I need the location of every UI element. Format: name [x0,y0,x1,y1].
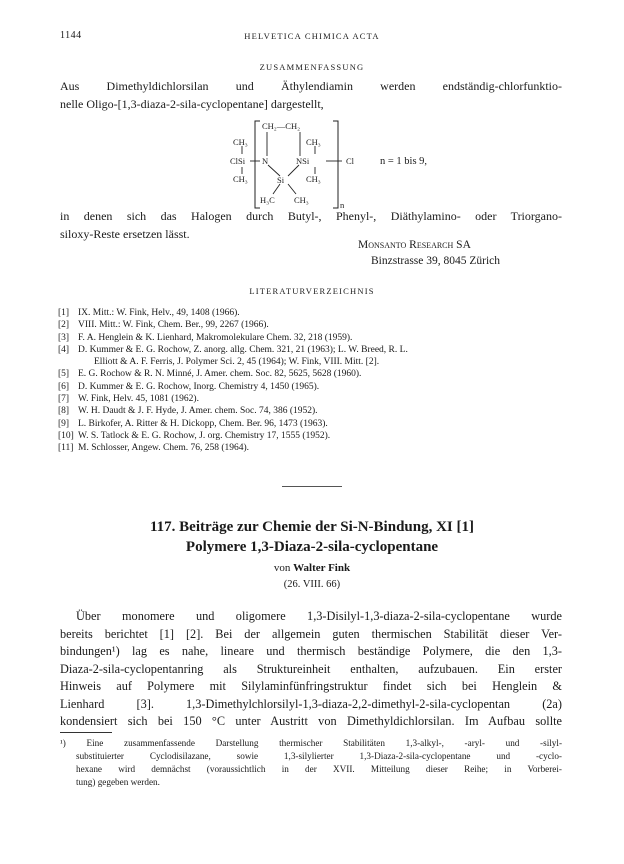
reference-text: IX. Mitt.: W. Fink, Helv., 49, 1408 (1966). [78,308,240,318]
body-line: Diaza-2-sila-cyclopentanring als Struktureinheit enthalten, aufzubauen. Ein erster [60,661,562,676]
reference-number: [5] [58,369,70,380]
reference-number: [7] [58,394,70,405]
footnote-line: tung) gegeben werden. [76,777,160,787]
reference-item [58,393,564,405]
reference-item [58,307,564,319]
footnote-line: hexane wird demnächst (voraussichtlich in der XVII. Mitteilung dieser Reihe; in Vorberei- [76,764,562,774]
article-title: 117. Beiträge zur Chemie der Si-N-Bindung, XI [1] [149,519,475,535]
article-subtitle: Polymere 1,3-Diaza-2-sila-cyclopentane [185,539,439,555]
formula-n-si: NSi [296,156,310,166]
reference-number: [6] [58,381,70,392]
reference-text: W. H. Daudt & J. F. Hyde, J. Amer. chem. Soc. 74, 386 (1952). [78,406,318,417]
reference-item [58,430,564,442]
reference-number: [9] [58,418,70,429]
reference-text: F. A. Henglein & K. Lienhard, Makromolekulare Chem. 32, 218 (1959). [78,332,353,343]
formula-n-left: N [262,156,269,166]
reference-text: D. Kummer & E. G. Rochow, Z. anorg. allg. Chem. 321, 21 (1963); L. W. Breed, R. L. [78,344,408,355]
body-line: kondensiert sich bei 150 °C unter Austritt von Dimethyldichlorsilan. Im Aufbau sollte [60,714,562,728]
author-name: Walter Fink [293,562,351,574]
references-title: LITERATURVERZEICHNIS [249,286,375,296]
summary-title: ZUSAMMENFASSUNG [259,62,365,72]
reference-text: W. S. Tatlock & E. G. Rochow, J. org. Chemistry 17, 1555 (1952). [78,430,331,441]
reference-text: E. G. Rochow & R. N. Minné, J. Amer. chem. Soc. 82, 5625, 5628 (1960). [78,369,362,380]
reference-text: W. Fink, Helv. 45, 1081 (1962). [78,394,199,405]
formula-h3c: H₃C [260,195,275,205]
body-line: bindungen¹) lag es nahe, lineare und thermisch beständige Polymere, die den 1,3- [60,644,562,658]
reference-item-continued [78,356,564,368]
formula-si-ring: Si [277,175,285,185]
formula-ch3-top-right: CH₃ [306,137,321,147]
formula-n-range: n = 1 bis 9, [380,156,428,167]
formula-cl-si: ClSi [230,156,246,166]
footnote-text: Eine zusammenfassende Darstellung thermischer Stabilitäten 1,3-alkyl-, -aryl- und -silyl- [86,738,562,748]
formula-ch2-ch2: CH₂—CH₂ [262,121,301,131]
formula-ch3-top-left: CH₃ [233,137,248,147]
summary-line: nelle Oligo-[1,3-diaza-2-sila-cyclopentane] dargestellt, [60,96,324,111]
summary-intro [60,78,562,113]
reference-list [58,307,564,455]
footnote-line: substituierter Cyclodisilazane, sowie 1,3-silylierter 1,3-Diaza-2-sila-cyclopentane und -cyclo- [76,751,562,761]
reference-text: Elliott & A. F. Ferris, J. Polymer Sci. 2, 45 (1964); W. Fink, VIII. Mitt. [2]. [94,357,380,368]
reference-item [58,319,564,331]
reference-number: [4] [58,344,70,355]
affiliation-name: Monsanto Research SA [358,239,471,251]
body-line: Hinweis auf Polymere mit Silylaminfünfringstruktur findet sich bei Henglein & [60,679,562,693]
reference-item [58,368,564,380]
summary-line: in denen sich das Halogen durch Butyl-, Phenyl-, Diäthylamino- oder Triorgano- [60,209,562,223]
affiliation [358,237,500,269]
reference-number: [3] [58,332,70,343]
reference-number: [2] [58,320,70,331]
body-line: bereits berichtet [1] [2]. Bei der allgemein guten thermischen Stabilität dieser Ver- [60,626,562,641]
reference-item [58,442,564,454]
affiliation-address: Binzstrasse 39, 8045 Zürich [371,255,501,267]
reference-text: L. Birkofer, A. Ritter & H. Dickopp, Chem. Ber. 96, 1473 (1963). [78,418,328,429]
formula-ch3-bottom-right: CH₃ [306,174,321,184]
reference-number: [1] [58,308,70,318]
formula-ch3-ring: CH₃ [294,195,309,205]
chemical-formula [230,118,490,218]
formula-subscript-n: n [340,200,345,210]
formula-ch3-bottom-left: CH₃ [233,174,248,184]
summary-line: Aus Dimethyldichlorsilan und Äthylendiamin werden endständig-chlorfunktio- [60,79,562,93]
page-number: 1144 [60,30,82,41]
reference-item [58,405,564,417]
reference-text: D. Kummer & E. G. Rochow, Inorg. Chemistry 4, 1450 (1965). [78,381,320,392]
body-line: Über monomere und oligomere 1,3-Disilyl-1,3-diaza-2-sila-cyclopentane wurde [76,609,562,623]
formula-cl-right: Cl [346,156,355,166]
reference-item [58,344,564,356]
footnote [60,737,562,789]
byline-prefix: von [273,562,291,574]
footnote-marker: ¹) [60,738,66,748]
article-body [60,608,562,731]
footnote-rule [60,732,112,733]
reference-text: M. Schlosser, Angew. Chem. 76, 258 (1964). [78,443,250,454]
reference-number: [10] [58,430,74,441]
footnote-line [60,737,562,750]
reference-text: VIII. Mitt.: W. Fink, Chem. Ber., 99, 2267 (1966). [78,320,269,331]
article-date: (26. VIII. 66) [283,579,341,590]
body-line: Lienhard [3]. 1,3-Dimethylchlorsilyl-1,3-diaza-2,2-dimethyl-2-sila-cyclopentan (2a) [60,696,562,711]
section-divider [282,486,342,487]
summary-line: siloxy-Reste ersetzen lässt. [60,226,190,241]
reference-item [58,381,564,393]
reference-number: [8] [58,406,70,417]
running-header: HELVETICA CHIMICA ACTA [244,31,380,41]
reference-item [58,418,564,430]
article-byline [0,562,624,574]
reference-item [58,332,564,344]
reference-number: [11] [58,443,74,454]
